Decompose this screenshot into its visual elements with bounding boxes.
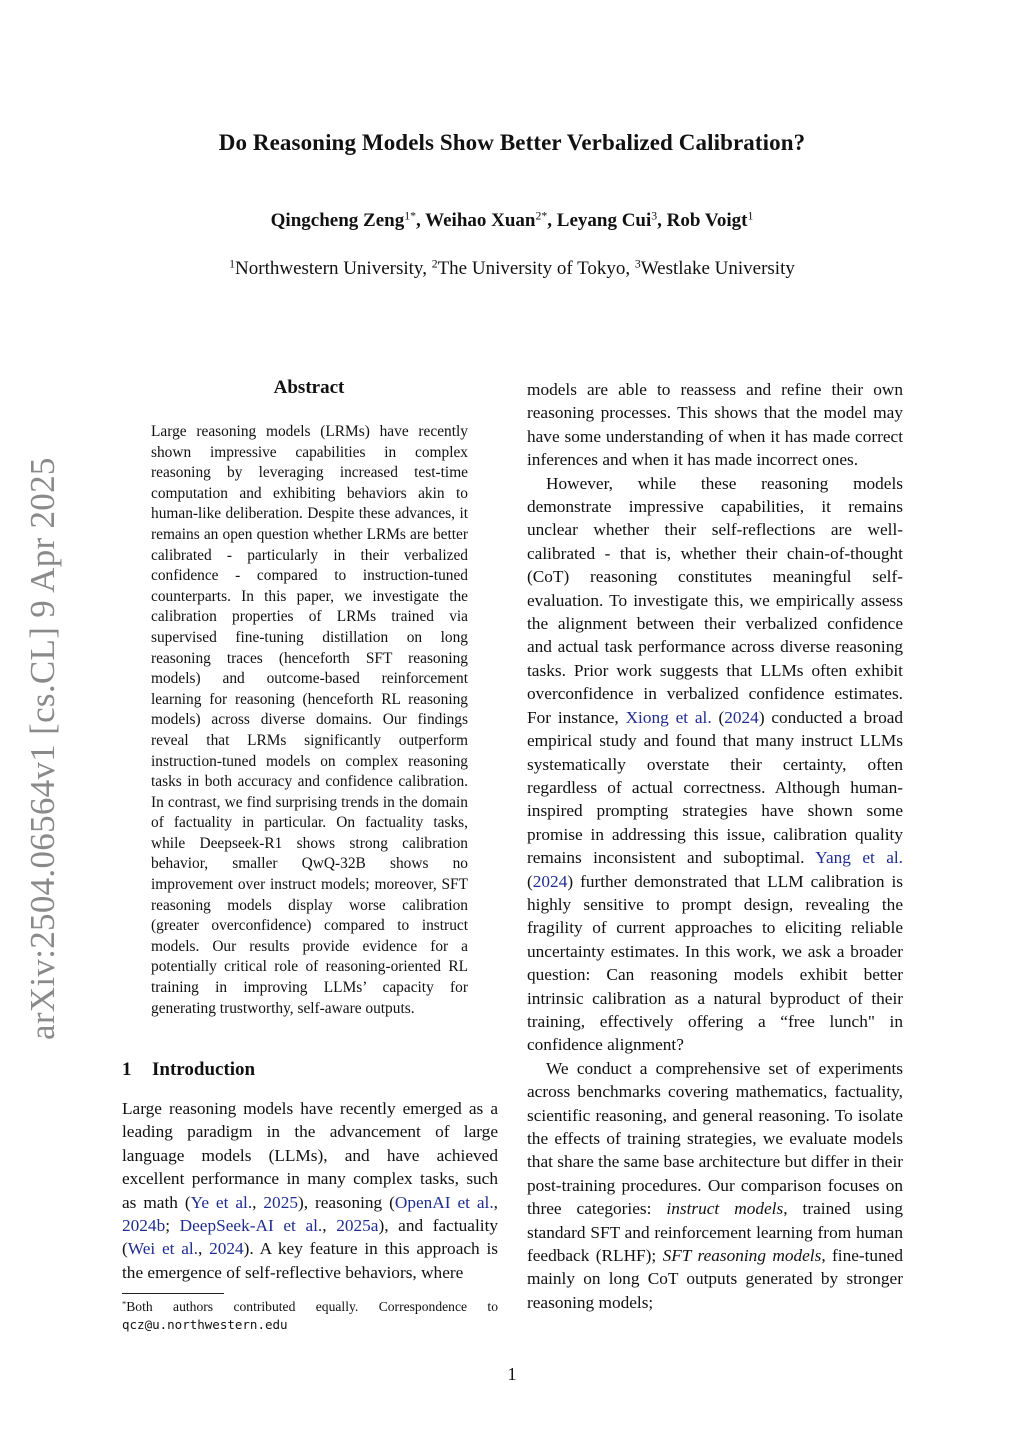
author-name: Leyang Cui bbox=[556, 210, 652, 231]
citation-link[interactable]: 2025a bbox=[336, 1216, 379, 1236]
footnote-email[interactable]: qcz@u.northwestern.edu bbox=[122, 1317, 288, 1332]
right-column bbox=[527, 378, 903, 1314]
body-text: However, while these reasoning models demonstrate impressive capabilities, it remains unclear whether their self-reflections are well-calibrated - that is, whether their chain-of-thought (CoT) reasoning constitutes meaningful self-evaluation. To investigate this, we empirically assess the alignment between their verbalized confidence and actual task performance across diverse reasoning tasks. Prior work suggests that LLMs often exhibit overconfidence in verbalized confidence estimates. For instance, bbox=[527, 473, 903, 727]
citation-link[interactable]: 2024 bbox=[209, 1239, 244, 1259]
right-paragraph-1: models are able to reassess and refine their own reasoning processes. This shows that the model may have some understanding of when it has made correct inferences and when it has made incorrect ones. bbox=[527, 380, 903, 470]
abstract-body: Large reasoning models (LRMs) have recently shown impressive capabilities in complex reasoning by leveraging increased test-time computation and exhibiting behaviors akin to human-like deliberation. Despite these advances, it remains an open question whether LRMs are better calibrated - particularly in their verbalized confidence - compared to instruction-tuned counterparts. In this paper, we investigate the calibration properties of LRMs trained via supervised fine-tuning distillation on long reasoning traces (henceforth SFT reasoning models) and outcome-based reinforcement learning for reasoning (henceforth RL reasoning models) across diverse domains. Our findings reveal that LRMs significantly outperform instruction-tuned models on complex reasoning tasks in both accuracy and confidence calibration. In contrast, we find surprising trends in the domain of factuality in particular. On factuality tasks, while Deepseek-R1 shows strong calibration behavior, smaller QwQ-32B shows no improvement over instruct models; moreover, SFT reasoning models display worse calibration (greater overconfidence) compared to instruct models. Our results provide evidence for a potentially critical role of reasoning-oriented RL training in improving LLMs’ capacity for generating trustworthy, self-aware outputs. bbox=[151, 423, 468, 1017]
body-text: ( bbox=[711, 707, 725, 727]
right-paragraph-2 bbox=[527, 472, 903, 1057]
author-separator: , bbox=[415, 210, 426, 231]
intro-text: ), and factuality ( bbox=[122, 1216, 499, 1259]
author-list bbox=[0, 210, 1024, 232]
footnote-mark: * bbox=[122, 1298, 127, 1309]
citation-link[interactable]: 2024 bbox=[532, 871, 568, 891]
intro-text: , bbox=[493, 1192, 498, 1212]
arxiv-identifier: arXiv:2504.06564v1 [cs.CL] 9 Apr 2025 bbox=[23, 457, 62, 1040]
citation-link[interactable]: DeepSeek-AI et al. bbox=[179, 1216, 323, 1236]
section-heading-introduction bbox=[122, 1059, 255, 1081]
citation-link[interactable]: 2024b bbox=[122, 1216, 166, 1236]
citation-link[interactable]: Xiong et al. bbox=[625, 707, 712, 727]
intro-text: , bbox=[198, 1239, 210, 1259]
right-paragraph-3 bbox=[527, 1057, 903, 1314]
intro-text: ), reasoning ( bbox=[297, 1192, 395, 1212]
abstract-heading: Abstract bbox=[273, 377, 345, 398]
footnote bbox=[122, 1298, 498, 1334]
intro-text: , bbox=[252, 1192, 264, 1212]
body-text: ( bbox=[527, 871, 533, 891]
intro-text: ; bbox=[165, 1216, 180, 1236]
author-mark: 3 bbox=[651, 209, 658, 223]
affiliation-name: Westlake University bbox=[640, 258, 795, 279]
citation-link[interactable]: Ye et al. bbox=[190, 1192, 253, 1212]
author-name: Qingcheng Zeng bbox=[270, 210, 405, 231]
citation-link[interactable]: 2024 bbox=[724, 707, 759, 727]
citation-link[interactable]: Wei et al. bbox=[127, 1239, 198, 1259]
affiliation-mark: 1 bbox=[229, 257, 236, 271]
body-text: , trained using standard SFT and reinforcement learning from human feedback (RLHF); bbox=[527, 1199, 903, 1266]
footnote-divider bbox=[122, 1293, 224, 1294]
citation-link[interactable]: 2025 bbox=[263, 1192, 298, 1212]
affiliation-mark: 2 bbox=[431, 257, 438, 271]
affiliation-mark: 3 bbox=[634, 257, 641, 271]
section-title: Introduction bbox=[152, 1059, 256, 1080]
author-mark: 1 bbox=[747, 209, 754, 223]
author-mark: 1* bbox=[404, 209, 416, 223]
body-text: We conduct a comprehensive set of experiments across benchmarks covering mathematics, factuality, scientific reasoning, and general reasoning. To isolate the effects of training strategies, we evaluate models that share the same base architecture but differ in their post-training procedures. Our comparison focuses on three categories: bbox=[527, 1058, 903, 1219]
introduction-paragraph bbox=[122, 1097, 498, 1284]
body-text: ) conducted a broad empirical study and found that many instruct LLMs systematically overstate their certainty, often regardless of actual correctness. Although human-inspired prompting strategies have shown some promise in addressing this issue, calibration quality remains inconsistent and suboptimal. bbox=[527, 707, 904, 868]
intro-text: Large reasoning models have recently emerged as a leading paradigm in the advancement of large language models (LLMs), and have achieved excellent performance in many complex tasks, such as math ( bbox=[122, 1099, 498, 1212]
intro-text: , bbox=[322, 1216, 337, 1236]
affiliation-list bbox=[0, 258, 1024, 280]
section-number: 1 bbox=[122, 1059, 132, 1080]
emphasis-text: SFT reasoning models bbox=[662, 1246, 822, 1266]
footnote-text: Both authors contributed equally. Correspondence to bbox=[126, 1299, 498, 1314]
author-name: Weihao Xuan bbox=[425, 210, 536, 231]
affiliation-name: Northwestern University bbox=[235, 258, 423, 279]
author-name: Rob Voigt bbox=[666, 210, 748, 231]
emphasis-text: instruct models bbox=[666, 1199, 784, 1219]
body-text: ) further demonstrated that LLM calibration is highly sensitive to prompt design, revealing the fragility of current approaches to eliciting reliable uncertainty estimates. In this work, we ask a broader question: Can reasoning models exhibit better intrinsic calibration as a natural byproduct of their training, effectively offering a “free lunch" in confidence alignment? bbox=[527, 871, 903, 1055]
author-separator: , bbox=[547, 210, 557, 231]
body-text: , fine-tuned mainly on long CoT outputs generated by stronger reasoning models; bbox=[527, 1246, 904, 1312]
affiliation-separator: , bbox=[422, 258, 432, 279]
citation-link[interactable]: OpenAI et al. bbox=[394, 1192, 494, 1212]
author-separator: , bbox=[657, 210, 667, 231]
affiliation-separator: , bbox=[625, 258, 635, 279]
author-mark: 2* bbox=[535, 209, 548, 223]
paper-title: Do Reasoning Models Show Better Verbalized Calibration? bbox=[218, 130, 806, 155]
intro-text: ). A key feature in this approach is the emergence of self-reflective behaviors, where bbox=[122, 1239, 498, 1282]
page-number: 1 bbox=[507, 1364, 517, 1384]
citation-link[interactable]: Yang et al. bbox=[815, 848, 903, 868]
affiliation-name: The University of Tokyo bbox=[437, 258, 626, 279]
